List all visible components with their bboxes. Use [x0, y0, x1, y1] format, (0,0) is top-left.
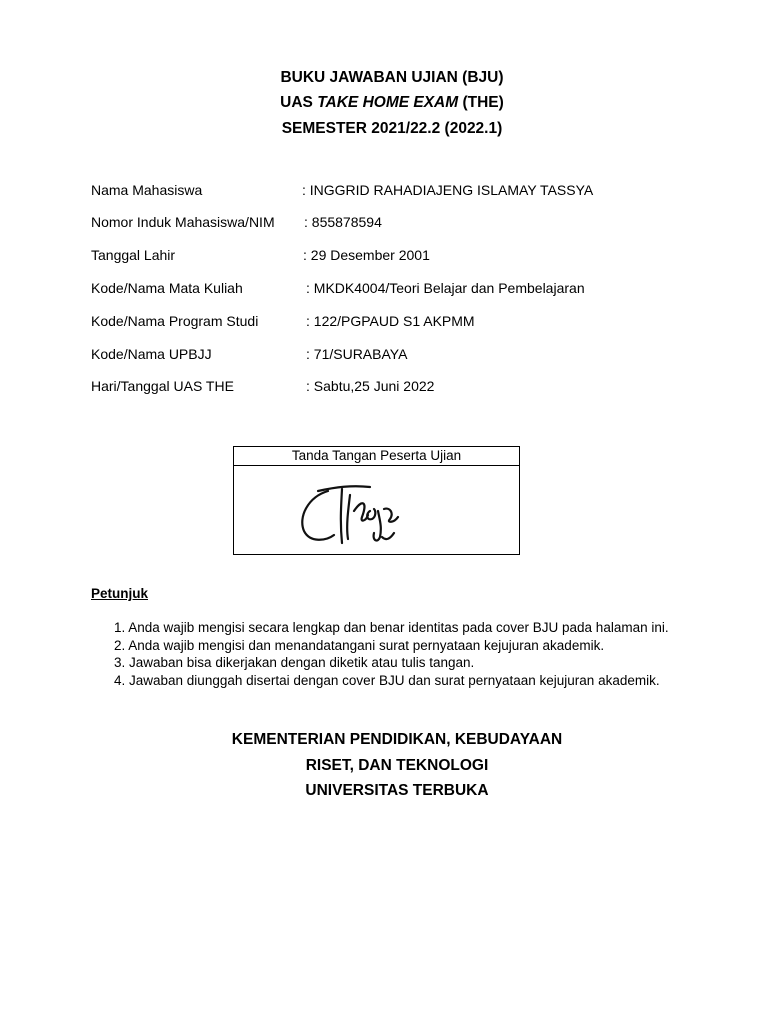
signature-heading: Tanda Tangan Peserta Ujian [234, 447, 519, 466]
list-item: 1. Anda wajib mengisi secara lengkap dan benar identitas pada cover BJU pada halaman ini. [114, 620, 669, 635]
list-item: 3. Jawaban bisa dikerjakan dengan diketik atau tulis tangan. [114, 655, 475, 670]
header-title: BUKU JAWABAN UJIAN (BJU) [280, 69, 504, 86]
identity-value: : 29 Desember 2001 [303, 247, 430, 263]
header-exam-prefix: UAS [280, 94, 318, 111]
identity-value: : 855878594 [304, 214, 382, 230]
identity-label: Kode/Nama Mata Kuliah [91, 280, 243, 296]
list-item: 2. Anda wajib mengisi dan menandatangani surat pernyataan kejujuran akademik. [114, 637, 605, 653]
identity-label: Hari/Tanggal UAS THE [91, 378, 234, 394]
footer-ministry-cont: RISET, DAN TEKNOLOGI [305, 757, 489, 774]
identity-label: Tanggal Lahir [91, 247, 176, 263]
identity-label: Kode/Nama Program Studi [91, 313, 259, 329]
identity-label: Nama Mahasiswa [91, 182, 203, 198]
identity-value: : 122/PGPAUD S1 AKPMM [306, 313, 475, 329]
header-exam-italic: TAKE HOME EXAM [317, 94, 459, 111]
header-semester: SEMESTER 2021/22.2 (2022.1) [281, 120, 503, 137]
list-item: 4. Jawaban diunggah disertai dengan cover BJU dan surat pernyataan kejujuran akademik. [114, 672, 660, 688]
header-exam-type [0, 91, 768, 115]
handwritten-signature [296, 471, 446, 561]
footer-university: UNIVERSITAS TERBUKA [305, 782, 489, 799]
identity-value: : MKDK4004/Teori Belajar dan Pembelajaran [306, 280, 585, 296]
header-exam-suffix: (THE) [458, 94, 504, 111]
identity-label: Kode/Nama UPBJJ [91, 346, 212, 362]
instructions-title: Petunjuk [91, 586, 149, 601]
identity-value: : 71/SURABAYA [306, 346, 408, 362]
footer-ministry: KEMENTERIAN PENDIDIKAN, KEBUDAYAAN [231, 731, 563, 748]
signature-box [233, 446, 520, 555]
identity-value: : INGGRID RAHADIAJENG ISLAMAY TASSYA [302, 182, 594, 198]
identity-value: : Sabtu,25 Juni 2022 [306, 378, 435, 394]
identity-label: Nomor Induk Mahasiswa/NIM [91, 214, 275, 230]
